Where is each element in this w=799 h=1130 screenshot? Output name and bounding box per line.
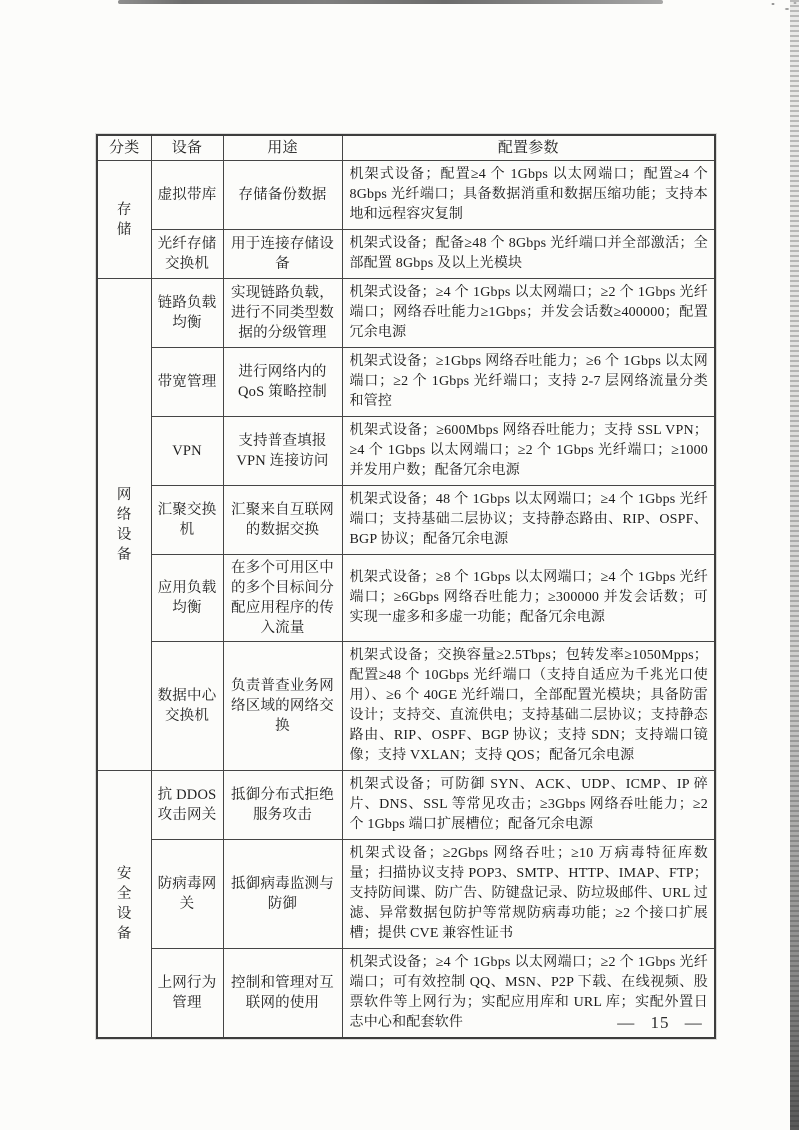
category-label: 安全设备 [116,866,132,942]
purpose-cell: 抵御病毒监测与防御 [223,840,342,949]
config-cell: 机架式设备；配置≥4 个 1Gbps 以太网端口；配置≥4 个 8Gbps 光纤端口；具备数据消重和数据压缩功能；支持本地和远程容灾复制 [342,161,715,230]
config-cell: 机架式设备；≥2Gbps 网络吞吐；≥10 万病毒特征库数量；扫描协议支持 POP3、SMTP、HTTP、IMAP、FTP；支持防间谍、防广告、防键盘记录、防垃圾邮件、URL 过滤、异常数据包防护等常规防病毒功能；≥2 个接口扩展槽；提供 CVE 兼容性证书 [342,840,715,949]
device-cell: 虚拟带库 [151,161,223,230]
config-cell: 机架式设备；≥4 个 1Gbps 以太网端口；≥2 个 1Gbps 光纤端口；可有效控制 QQ、MSN、P2P 下载、在线视频、股票软件等上网行为；实配应用库和 URL 库；实配外置日志中心和配套软件 [342,949,715,1039]
category-cell-storage [97,161,151,279]
device-cell: VPN [151,417,223,486]
config-cell: 机架式设备；交换容量≥2.5Tbps；包转发率≥1050Mpps；配置≥48 个 10Gbps 光纤端口（支持自适应为千兆光口使用）、≥6 个 40GE 光纤端口，全部配置光模块；具备防雷设计；支持交、直流供电；支持基础二层协议；支持静态路由、RIP、OSPF、BGP 协议；支持 SDN；支持端口镜像；支持 VXLAN；支持 QOS；配备冗余电源 [342,642,715,771]
device-cell: 防病毒网关 [151,840,223,949]
device-cell: 汇聚交换机 [151,486,223,555]
purpose-cell: 存储备份数据 [223,161,342,230]
table-row [97,486,715,555]
device-cell: 光纤存储交换机 [151,230,223,279]
table-row [97,417,715,486]
purpose-cell: 控制和管理对互联网的使用 [223,949,342,1039]
table-row [97,161,715,230]
table-row [97,348,715,417]
scan-artifact-top [118,0,663,4]
config-cell: 机架式设备；48 个 1Gbps 以太网端口；≥4 个 1Gbps 光纤端口；支持基础二层协议；支持静态路由、RIP、OSPF、BGP 协议；配备冗余电源 [342,486,715,555]
table-row [97,279,715,348]
purpose-cell: 汇聚来自互联网的数据交换 [223,486,342,555]
config-cell: 机架式设备；≥600Mbps 网络吞吐能力；支持 SSL VPN；≥4 个 1Gbps 以太网端口；≥2 个 1Gbps 光纤端口；≥1000 并发用户数；配备冗余电源 [342,417,715,486]
device-cell: 数据中心交换机 [151,642,223,771]
table-header-row [97,135,715,161]
device-cell: 上网行为管理 [151,949,223,1039]
device-cell: 带宽管理 [151,348,223,417]
col-header-device: 设备 [151,135,223,161]
device-cell: 应用负载均衡 [151,555,223,642]
table-row [97,555,715,642]
category-label: 网络设备 [116,486,132,563]
table-row [97,230,715,279]
col-header-purpose: 用途 [223,135,342,161]
purpose-cell: 支持普查填报 VPN 连接访问 [223,417,342,486]
purpose-cell: 实现链路负载，进行不同类型数据的分级管理 [223,279,342,348]
purpose-cell: 负责普查业务网络区域的网络交换 [223,642,342,771]
device-cell: 抗 DDOS 攻击网关 [151,771,223,840]
category-label: 存储 [116,201,132,238]
category-cell-network [97,279,151,771]
table-row [97,771,715,840]
purpose-cell: 用于连接存储设备 [223,230,342,279]
config-cell: 机架式设备；配备≥48 个 8Gbps 光纤端口并全部激活；全部配置 8Gbps 及以上光模块 [342,230,715,279]
purpose-cell: 抵御分布式拒绝服务攻击 [223,771,342,840]
equipment-spec-table [96,134,716,1039]
category-cell-security [97,771,151,1039]
purpose-cell: 在多个可用区中的多个目标间分配应用程序的传入流量 [223,555,342,642]
config-cell: 机架式设备；≥4 个 1Gbps 以太网端口；≥2 个 1Gbps 光纤端口；网络吞吐能力≥1Gbps；并发会话数≥400000；配置冗余电源 [342,279,715,348]
col-header-config: 配置参数 [342,135,715,161]
table-row [97,840,715,949]
table-row [97,642,715,771]
scan-edge-right [790,0,799,1130]
config-cell: 机架式设备；≥8 个 1Gbps 以太网端口；≥4 个 1Gbps 光纤端口；≥6Gbps 网络吞吐能力；≥300000 并发会话数；可实现一虚多和多虚一功能；配备冗余电源 [342,555,715,642]
purpose-cell: 进行网络内的 QoS 策略控制 [223,348,342,417]
config-cell: 机架式设备；≥1Gbps 网络吞吐能力；≥6 个 1Gbps 以太网端口；≥2 个 1Gbps 光纤端口；支持 2-7 层网络流量分类和管控 [342,348,715,417]
device-cell: 链路负载均衡 [151,279,223,348]
page-number: — 15 — [617,1013,703,1032]
col-header-category: 分类 [97,135,151,161]
config-cell: 机架式设备；可防御 SYN、ACK、UDP、ICMP、IP 碎片、DNS、SSL 等常见攻击；≥3Gbps 网络吞吐能力；≥2 个 1Gbps 端口扩展槽位；配备冗余电源 [342,771,715,840]
